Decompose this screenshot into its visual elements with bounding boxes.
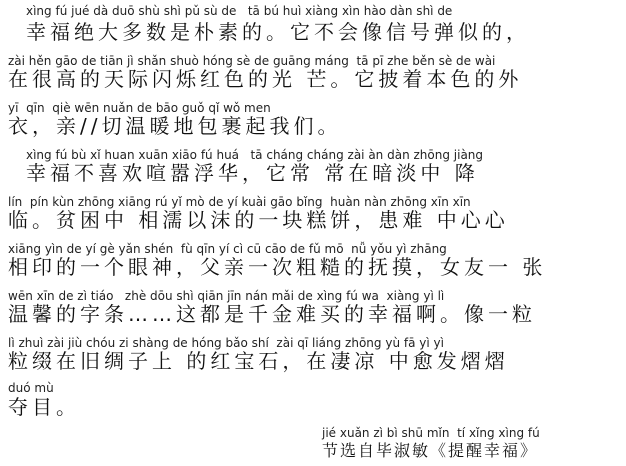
pinyin-line-3: yī qīn qiè wēn nuǎn de bāo guǒ qǐ wǒ men bbox=[8, 101, 271, 115]
source-pinyin: jié xuǎn zì bì shū mǐn tí xǐng xìng fú bbox=[322, 426, 540, 440]
text-line-6: 相印的一个眼神，父亲一次粗糙的抚摸，女友一 张 bbox=[8, 255, 547, 279]
pinyin-line-9: duó mù bbox=[8, 381, 54, 395]
pinyin-line-2: zài hěn gāo de tiān jì shǎn shuò hóng sè de guāng máng tā pī zhe běn sè de wài bbox=[8, 54, 496, 68]
text-line-5: 临。贫困中 相濡以沫的一块糕饼，患难 中心心 bbox=[8, 208, 509, 232]
pinyin-line-8: lì zhuì zài jiù chóu zi shàng de hóng bǎo shí zài qī liáng zhōng yù fā yì yì bbox=[8, 336, 444, 350]
text-line-7: 温馨的字条……这都是千金难买的幸福啊。像一粒 bbox=[8, 302, 536, 326]
pinyin-line-7: wēn xīn de zì tiáo zhè dōu shì qiān jīn nán mǎi de xìng fú wa xiàng yì lì bbox=[8, 289, 445, 303]
text-line-2: 在很高的天际闪烁红色的光 芒。它披着本色的外 bbox=[8, 67, 523, 91]
text-line-9: 夺目。 bbox=[8, 395, 80, 419]
pinyin-line-4: xìng fú bù xǐ huan xuān xiāo fú huá tā cháng cháng zài àn dàn zhōng jiàng bbox=[26, 148, 484, 162]
text-line-8: 粒缀在旧绸子上 的红宝石，在凄凉 中愈发熠熠 bbox=[8, 349, 509, 373]
pinyin-line-6: xiāng yìn de yí gè yǎn shén fù qīn yí cì cū cāo de fǔ mō nǚ yǒu yì zhāng bbox=[8, 242, 447, 256]
text-line-1: 幸福绝大多数是朴素的。它不会像信号弹似的， bbox=[26, 20, 530, 44]
source-attribution: 节选自毕淑敏《提醒幸福》 bbox=[322, 441, 539, 460]
pinyin-line-5: lín pín kùn zhōng xiāng rú yǐ mò de yí kuài gāo bǐng huàn nàn zhōng xīn xīn bbox=[8, 195, 471, 209]
text-line-3: 衣，亲//切温暖地包裹起我们。 bbox=[8, 114, 342, 138]
text-line-4: 幸福不喜欢喧嚣浮华，它常 常在暗淡中 降 bbox=[26, 161, 479, 185]
pinyin-line-1: xìng fú jué dà duō shù shì pǔ sù de tā bú huì xiàng xìn hào dàn shì de bbox=[26, 4, 453, 18]
